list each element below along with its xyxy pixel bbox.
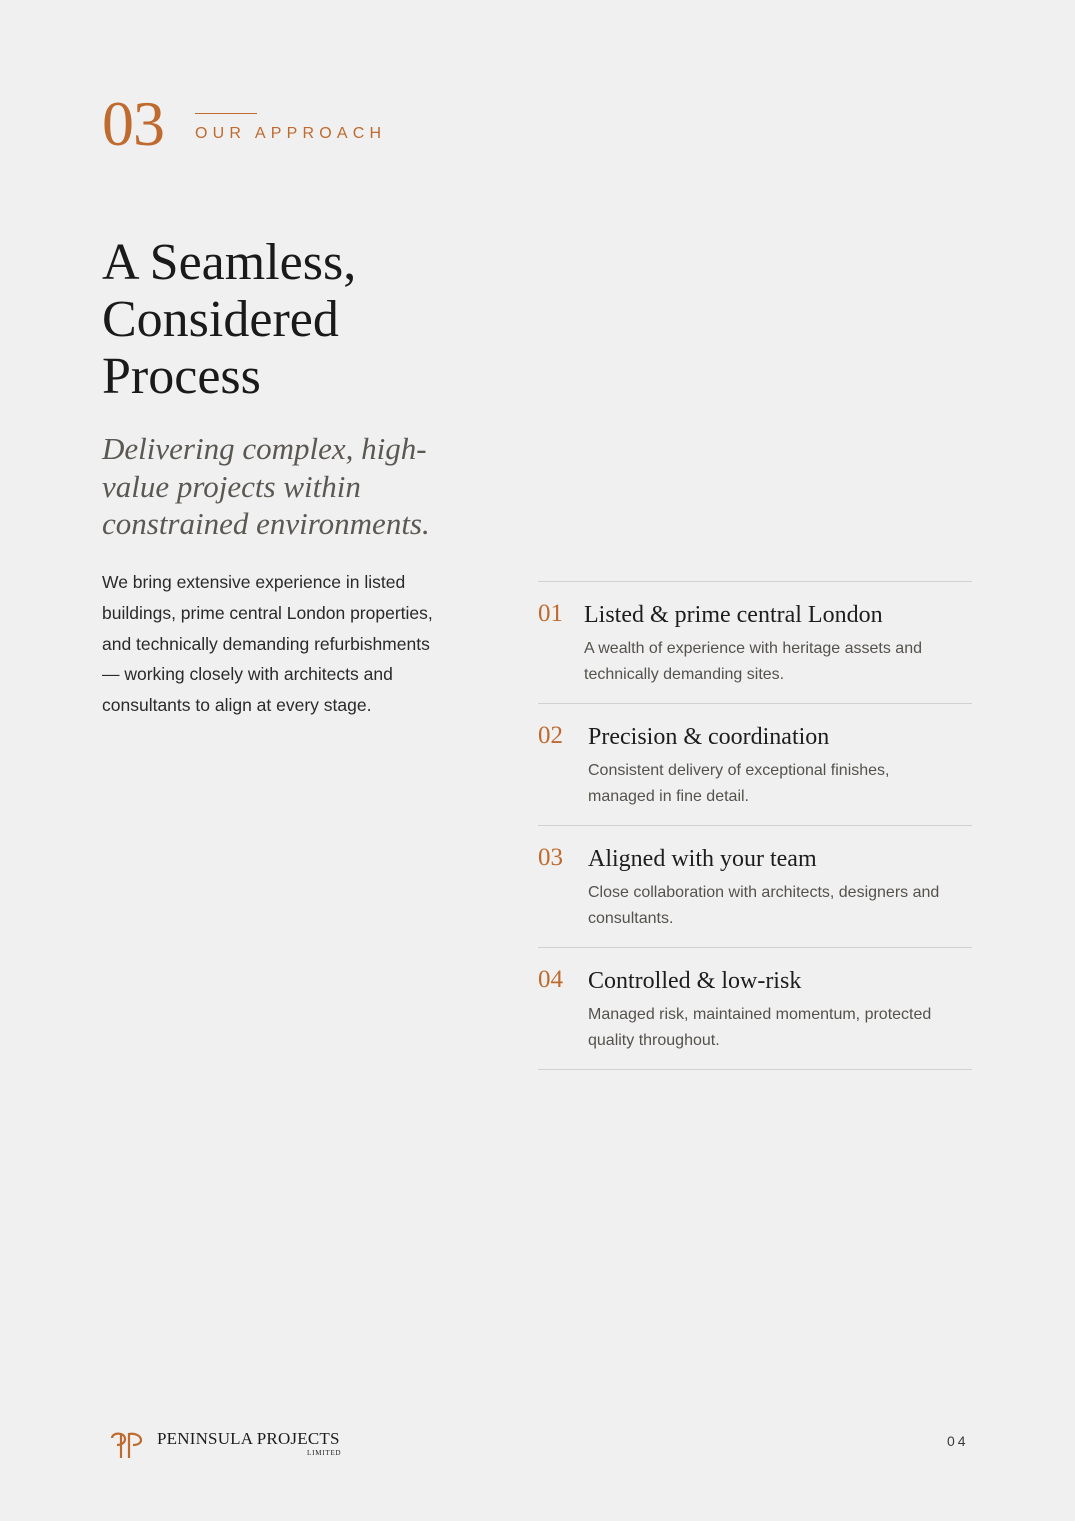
company-logo [108, 1428, 358, 1464]
feature-number: 04 [538, 966, 563, 993]
body-line: We bring extensive experience in listed [102, 572, 406, 592]
feature-description-line: consultants. [588, 910, 674, 927]
section-label: OUR APPROACH [195, 125, 387, 142]
feature-description-line: technically demanding sites. [584, 666, 785, 683]
feature-number: 03 [538, 844, 563, 871]
feature-description [588, 1002, 931, 1054]
page-title [102, 234, 522, 405]
feature-description-line: Consistent delivery of exceptional finishes, [588, 762, 890, 779]
feature-item [538, 582, 972, 704]
feature-item [538, 704, 972, 826]
feature-number: 01 [538, 600, 563, 627]
body-paragraph [102, 567, 482, 721]
feature-title: Precision & coordination [588, 724, 830, 750]
feature-description-line: Managed risk, maintained momentum, protected [588, 1006, 932, 1023]
body-line: and technically demanding refurbishments [102, 633, 430, 654]
page-title-line: Process [102, 348, 261, 405]
logo-subtitle: LIMITED [307, 1449, 342, 1457]
section-number: 03 [102, 88, 164, 159]
subheading-line: Delivering complex, high- [102, 431, 427, 466]
feature-description-line: Close collaboration with architects, designers and [588, 884, 940, 901]
feature-description [584, 636, 922, 688]
feature-title: Listed & prime central London [584, 602, 883, 628]
page-number: 04 [947, 1433, 969, 1449]
feature-title: Aligned with your team [588, 846, 817, 872]
body-line: consultants to align at every stage. [102, 695, 372, 716]
subheading [102, 430, 462, 543]
feature-description [588, 880, 939, 932]
logo-monogram-icon [108, 1430, 148, 1460]
logo-name: PENINSULA PROJECTS [157, 1429, 340, 1448]
feature-number: 02 [538, 722, 563, 749]
feature-list [538, 581, 972, 1070]
feature-title: Controlled & low-risk [588, 968, 802, 994]
feature-item [538, 826, 972, 948]
feature-description [588, 758, 890, 810]
page-title-line: Considered [102, 291, 339, 348]
feature-description-line: quality throughout. [588, 1032, 720, 1049]
feature-description-line: managed in fine detail. [588, 788, 749, 805]
section-rule [195, 113, 257, 114]
body-line: — working closely with architects and [102, 664, 393, 685]
page-title-line: A Seamless, [102, 234, 357, 291]
feature-description-line: A wealth of experience with heritage assets and [584, 640, 922, 657]
body-line: buildings, prime central London properties, [102, 602, 433, 623]
subheading-line: value projects within [102, 468, 361, 504]
subheading-line: constrained environments. [102, 506, 430, 541]
feature-item [538, 948, 972, 1070]
